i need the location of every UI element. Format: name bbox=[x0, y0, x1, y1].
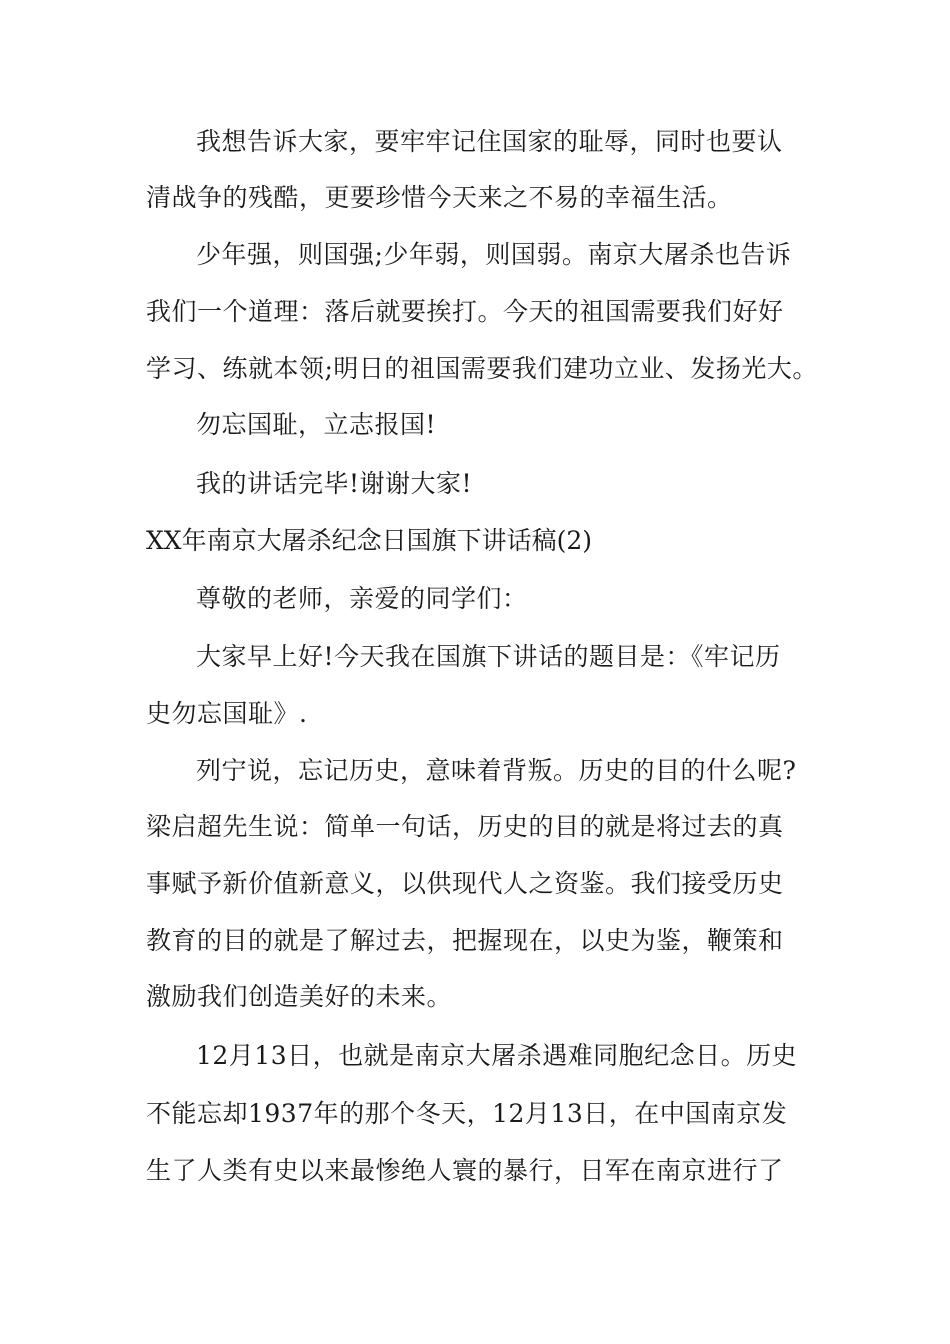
paragraph-line: 我们一个道理：落后就要挨打。今天的祖国需要我们好好 bbox=[146, 297, 784, 326]
paragraph-line: 少年强，则国强;少年弱，则国弱。南京大屠杀也告诉 bbox=[196, 240, 792, 269]
paragraph-line: 生了人类有史以来最惨绝人寰的暴行，日军在南京进行了 bbox=[146, 1156, 784, 1185]
paragraph-line: 我的讲话完毕!谢谢大家! bbox=[196, 469, 473, 498]
paragraph-line: 教育的目的就是了解过去，把握现在，以史为鉴，鞭策和 bbox=[146, 926, 784, 955]
paragraph-line: 勿忘国耻，立志报国! bbox=[196, 410, 437, 439]
section-heading: XX年南京大屠杀纪念日国旗下讲话稿(2) bbox=[146, 526, 593, 555]
paragraph-line: 学习、练就本领;明日的祖国需要我们建功立业、发扬光大。 bbox=[146, 354, 818, 383]
paragraph-line: 我想告诉大家，要牢牢记住国家的耻辱，同时也要认 bbox=[196, 127, 783, 156]
greeting-line: 尊敬的老师，亲爱的同学们： bbox=[196, 584, 528, 613]
paragraph-line: 梁启超先生说：简单一句话，历史的目的就是将过去的真 bbox=[146, 812, 784, 841]
paragraph-line: 不能忘却1937年的那个冬天，12月13日，在中国南京发 bbox=[146, 1099, 788, 1128]
paragraph-line: 大家早上好!今天我在国旗下讲话的题目是：《牢记历 bbox=[196, 642, 781, 671]
paragraph-line: 清战争的残酷，更要珍惜今天来之不易的幸福生活。 bbox=[146, 183, 733, 212]
paragraph-line: 12月13日，也就是南京大屠杀遇难同胞纪念日。历史 bbox=[196, 1041, 798, 1070]
paragraph-line: 事赋予新价值新意义，以供现代人之资鉴。我们接受历史 bbox=[146, 869, 784, 898]
paragraph-line: 激励我们创造美好的未来。 bbox=[146, 982, 453, 1011]
paragraph-line: 史勿忘国耻》. bbox=[146, 699, 308, 728]
paragraph-line: 列宁说，忘记历史，意味着背叛。历史的目的什么呢? bbox=[196, 756, 797, 785]
